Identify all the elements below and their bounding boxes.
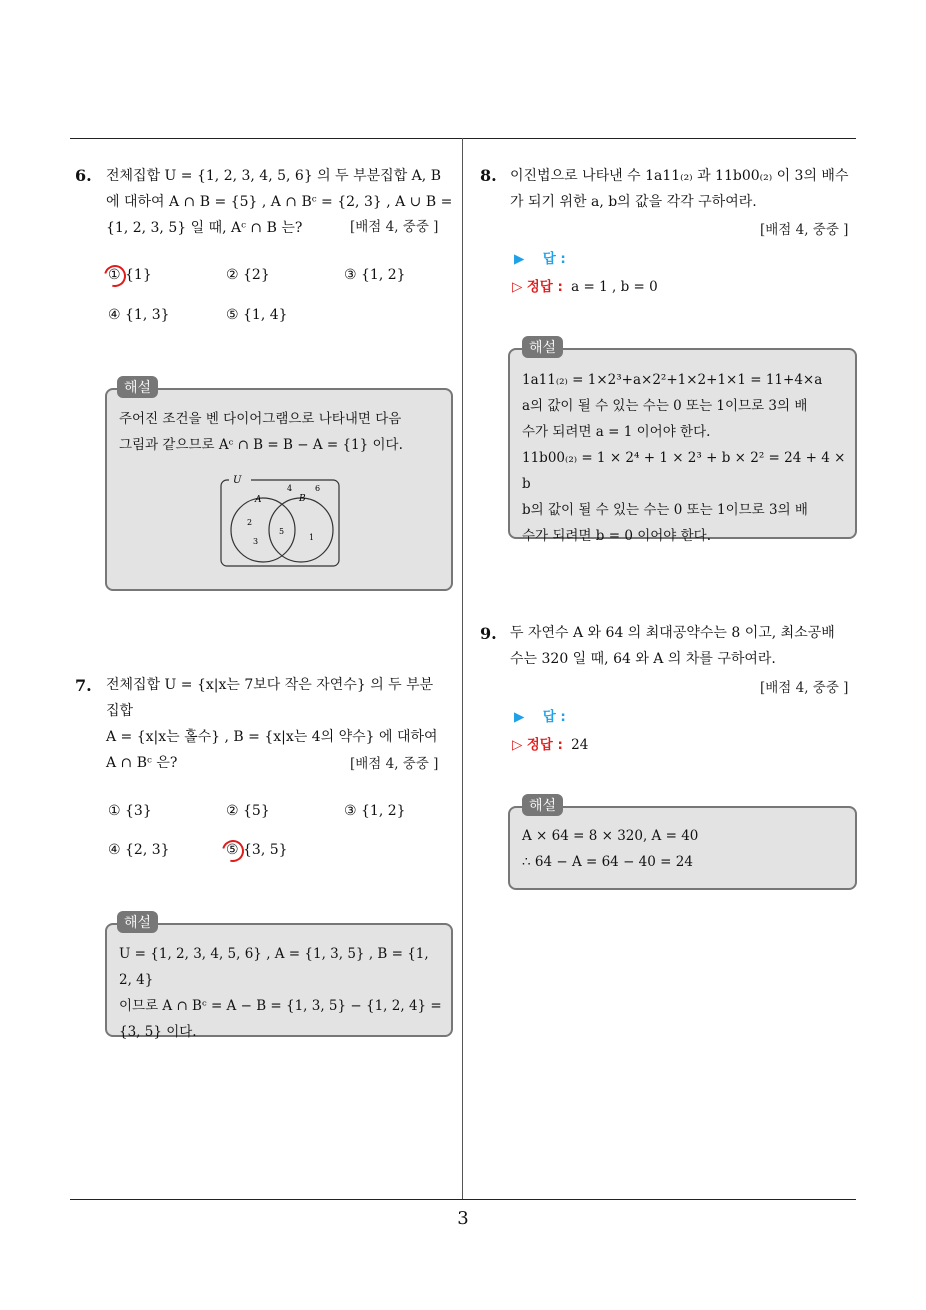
question-line: 집합 <box>106 703 134 719</box>
question-line: {1, 2, 3, 5} 일 때, Aᶜ ∩ B 는? <box>106 220 303 236</box>
explanation-tag: 해설 <box>522 336 563 358</box>
venn-value: 6 <box>315 484 321 493</box>
explanation-line: a의 값이 될 수 있는 수는 0 또는 1이므로 3의 배 <box>522 398 808 414</box>
question-line: 전체집합 U = {x|x는 7보다 작은 자연수} 의 두 부분 <box>106 677 434 693</box>
points-label: [배점 4, 중중 ] <box>350 219 439 235</box>
correct-label: 정답 : <box>526 279 563 295</box>
points-label: [배점 4, 중중 ] <box>760 680 849 696</box>
explanation-line: b의 값이 될 수 있는 수는 0 또는 1이므로 3의 배 <box>522 502 808 518</box>
question-number: 7. <box>75 676 92 695</box>
explanation-text <box>119 941 445 1045</box>
question-number: 9. <box>480 624 497 643</box>
choice-3[interactable]: ③ {1, 2} <box>344 803 406 819</box>
explanation-tag: 해설 <box>522 794 563 816</box>
points-label: [배점 4, 중중 ] <box>760 222 849 238</box>
points-label: [배점 4, 중중 ] <box>350 756 439 772</box>
outline-triangle-icon: ▷ <box>512 279 523 295</box>
explanation-box <box>508 348 857 544</box>
explanation-line: 1a11₍₂₎ = 1×2³+a×2²+1×2+1×1 = 11+4×a <box>522 372 823 388</box>
answer-row <box>514 247 566 267</box>
correct-answer-row <box>512 275 658 295</box>
explanation-tag: 해설 <box>117 376 158 398</box>
choice-1[interactable]: ① {3} <box>108 803 152 819</box>
explanation-line: ∴ 64 − A = 64 − 40 = 24 <box>522 854 693 870</box>
venn-label-u: U <box>233 475 242 486</box>
question-line: 이진법으로 나타낸 수 1a11₍₂₎ 과 11b00₍₂₎ 이 3의 배수 <box>510 168 849 184</box>
choice-4[interactable]: ④ {1, 3} <box>108 307 170 323</box>
choice-4[interactable]: ④ {2, 3} <box>108 842 170 858</box>
venn-label-b: B <box>299 494 306 504</box>
top-rule <box>70 138 856 139</box>
question-line: 전체집합 U = {1, 2, 3, 4, 5, 6} 의 두 부분집합 A, B <box>106 168 441 184</box>
venn-value: 2 <box>247 518 253 527</box>
question-line: 수는 320 일 때, 64 와 A 의 차를 구하여라. <box>510 651 776 667</box>
explanation-line: A × 64 = 8 × 320, A = 40 <box>522 828 699 844</box>
question-line: A = {x|x는 홀수} , B = {x|x는 4의 약수} 에 대하여 <box>106 729 438 745</box>
explanation-box <box>105 388 453 591</box>
explanation-line: 수가 되려면 a = 1 이어야 한다. <box>522 424 711 440</box>
choice-2[interactable]: ② {2} <box>226 267 270 283</box>
question-number: 6. <box>75 166 92 185</box>
explanation-line: 이므로 A ∩ Bᶜ = A − B = {1, 3, 5} − {1, 2, 4} = <box>119 998 442 1014</box>
explanation-line: 그림과 같으므로 Aᶜ ∩ B = B − A = {1} 이다. <box>119 437 403 453</box>
question-line: 에 대하여 A ∩ B = {5} , A ∩ Bᶜ = {2, 3} , A ∪ B = <box>106 194 453 210</box>
choice-2[interactable]: ② {5} <box>226 803 270 819</box>
answer-row <box>514 705 566 725</box>
answer-label: 답 : <box>542 709 566 725</box>
explanation-line: 11b00₍₂₎ = 1 × 2⁴ + 1 × 2³ + b × 2² = 24 + 4 × b <box>522 450 846 492</box>
explanation-tag: 해설 <box>117 911 158 933</box>
venn-value: 1 <box>309 533 315 542</box>
explanation-text <box>522 823 852 875</box>
question-line: 가 되기 위한 a, b의 값을 각각 구하여라. <box>510 194 757 210</box>
question-line: 두 자연수 A 와 64 의 최대공약수는 8 이고, 최소공배 <box>510 625 835 641</box>
page-number: 3 <box>457 1208 469 1229</box>
venn-value: 4 <box>287 484 293 493</box>
bottom-rule <box>70 1199 856 1200</box>
explanation-box <box>105 923 453 1040</box>
question-number: 8. <box>480 166 497 185</box>
choice-5[interactable]: ⑤ {1, 4} <box>226 307 288 323</box>
column-divider <box>462 138 463 1200</box>
choice-1[interactable]: ① {1} <box>108 267 152 283</box>
correct-value: 24 <box>571 737 589 753</box>
correct-value: a = 1 , b = 0 <box>571 279 658 295</box>
play-triangle-icon: ▶ <box>514 251 525 267</box>
correct-answer-row <box>512 733 588 753</box>
explanation-line: {3, 5} 이다. <box>119 1024 197 1040</box>
answer-label: 답 : <box>542 251 566 267</box>
explanation-line: 주어진 조건을 벤 다이어그램으로 나타내면 다음 <box>119 411 402 427</box>
question-text <box>510 163 860 215</box>
explanation-box <box>508 806 857 890</box>
play-triangle-icon: ▶ <box>514 709 525 725</box>
correct-label: 정답 : <box>526 737 563 753</box>
venn-label-a: A <box>255 495 262 505</box>
question-text <box>510 620 860 672</box>
explanation-text <box>522 367 852 549</box>
venn-value: 5 <box>279 527 285 536</box>
explanation-line: 수가 되려면 b = 0 이어야 한다. <box>522 528 711 544</box>
explanation-text <box>119 406 445 458</box>
venn-value: 3 <box>253 537 259 546</box>
explanation-line: U = {1, 2, 3, 4, 5, 6} , A = {1, 3, 5} , B = {1, 2, 4} <box>119 946 429 988</box>
choice-5[interactable]: ⑤ {3, 5} <box>226 842 288 858</box>
question-line: A ∩ Bᶜ 은? <box>106 755 178 771</box>
outline-triangle-icon: ▷ <box>512 737 523 753</box>
venn-diagram <box>219 470 343 568</box>
choice-3[interactable]: ③ {1, 2} <box>344 267 406 283</box>
